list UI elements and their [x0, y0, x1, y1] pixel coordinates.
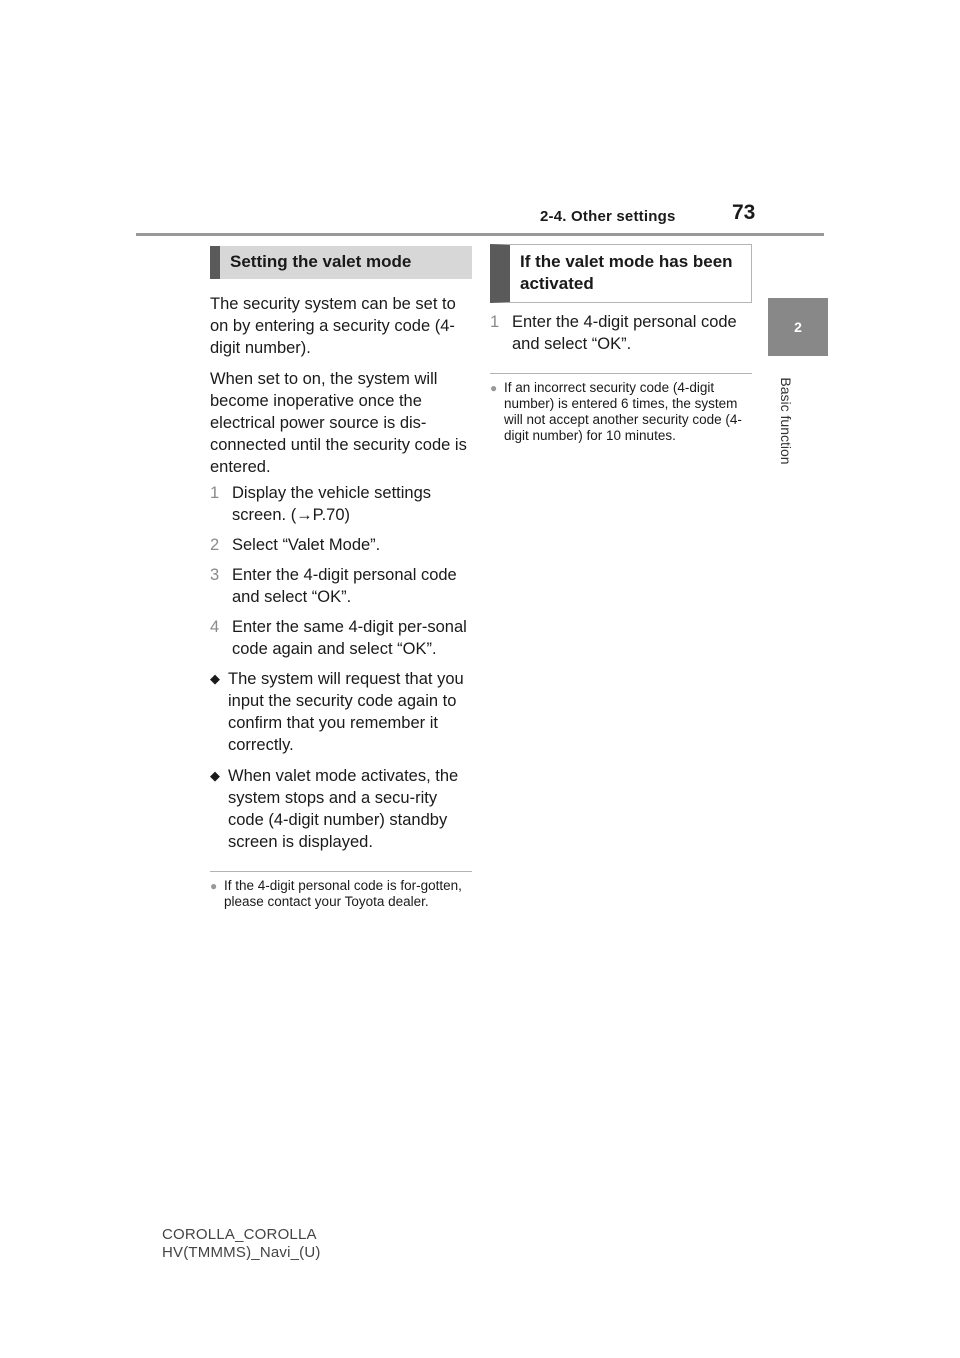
right-column	[490, 244, 752, 444]
intro-paragraph: The security system can be set to on by entering a security code (4-digit number).	[210, 295, 456, 357]
note-text: If an incorrect security code (4-digit number) is entered 6 times, the system will not accept another security code (4-digit number) for 10 minutes.	[504, 380, 742, 443]
diamond-bullet-icon: ◆	[210, 768, 220, 783]
step-list	[490, 311, 752, 355]
bullet-item	[210, 668, 472, 756]
step-number: 1	[490, 313, 500, 331]
section-heading-valet-activated: If the valet mode has been activated	[490, 244, 752, 303]
header-divider	[136, 233, 824, 236]
bullet-text: The system will request that you input the security code again to confirm that you remember it correctly.	[228, 670, 464, 754]
step-item	[210, 534, 472, 556]
footer-line: HV(TMMMS)_Navi_(U)	[162, 1244, 321, 1261]
step-list	[210, 482, 472, 660]
diamond-bullet-icon: ◆	[210, 671, 220, 686]
step-text: Enter the 4-digit personal code and select “OK”.	[512, 313, 737, 353]
step-item	[490, 311, 752, 355]
circle-bullet-icon: ●	[210, 879, 218, 893]
section-heading-setting-valet: Setting the valet mode	[210, 246, 472, 279]
step-item	[210, 616, 472, 660]
document-footer	[162, 1226, 321, 1262]
step-text: Display the vehicle settings screen. (→P.70)	[232, 484, 432, 524]
step-number: 1	[210, 484, 220, 502]
note-divider	[210, 871, 472, 872]
step-item	[210, 482, 472, 526]
chapter-title-vertical	[774, 366, 798, 476]
step-number: 2	[210, 536, 220, 554]
note	[210, 878, 472, 910]
footer-line: COROLLA_COROLLA	[162, 1226, 317, 1243]
bullet-item	[210, 765, 472, 853]
step-text: Enter the same 4-digit per-sonal code again and select “OK”.	[232, 618, 467, 658]
bullet-text: When valet mode activates, the system stops and a secu-rity code (4-digit number) standby screen is displayed.	[228, 767, 459, 851]
chapter-title: Basic function	[778, 377, 794, 465]
left-column	[210, 246, 472, 910]
circle-bullet-icon: ●	[490, 381, 498, 395]
note-divider	[490, 373, 752, 374]
step-number: 3	[210, 566, 220, 584]
section-title: 2-4. Other settings	[540, 208, 676, 225]
step-text: Select “Valet Mode”.	[232, 536, 381, 554]
note	[490, 380, 752, 444]
step-number: 4	[210, 618, 220, 636]
chapter-tab[interactable]	[768, 298, 828, 356]
step-item	[210, 564, 472, 608]
bullet-list	[210, 668, 472, 853]
page-number: 73	[732, 201, 756, 224]
chapter-number: 2	[794, 319, 802, 335]
step-text: Enter the 4-digit personal code and select “OK”.	[232, 566, 457, 606]
note-text: If the 4-digit personal code is for-gotten, please contact your Toyota dealer.	[224, 878, 462, 909]
info-paragraph: When set to on, the system will become inoperative once the electrical power source is dis-connected until the security code is entered.	[210, 370, 467, 476]
